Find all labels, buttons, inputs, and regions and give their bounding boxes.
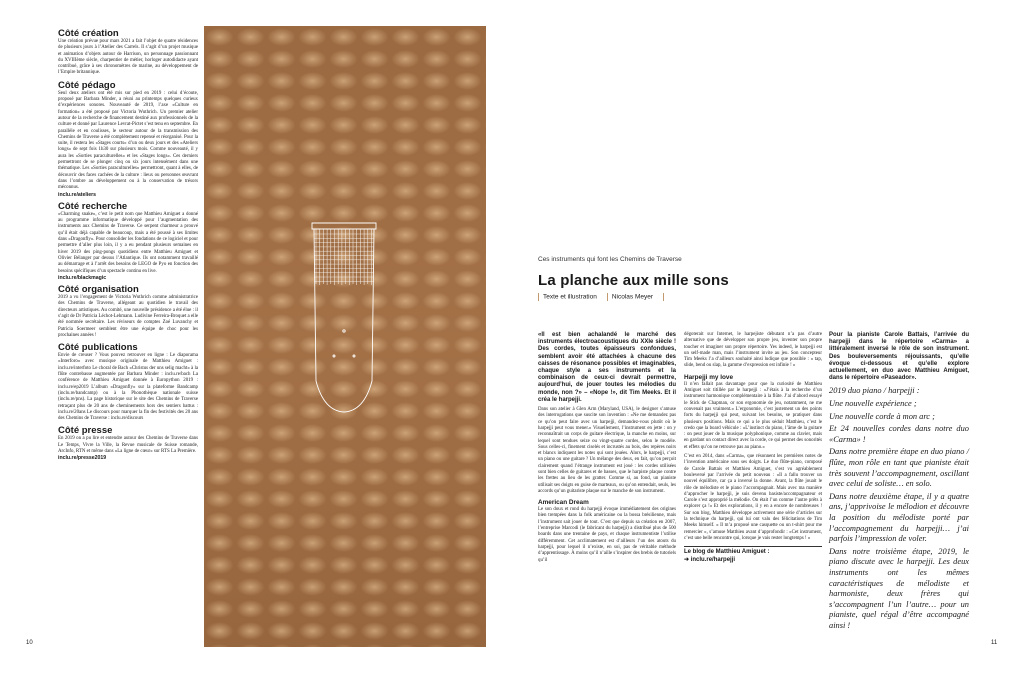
- folio-left: 10: [26, 640, 33, 646]
- section-link[interactable]: inclu.re/presse2019: [58, 455, 107, 462]
- article-column-2: [684, 332, 822, 564]
- blog-box: [684, 546, 822, 564]
- testimony-line: Dans notre première étape en duo piano / flûte, mon rôle en tant que pianiste était très souvent l’accompagnement, oscillant avec celui de soliste… en solo.: [829, 447, 969, 489]
- article-paragraph: Dans son atelier à Glen Arm (Maryland, USA), le designer s’amuse des interrogations que suscite son invention : «Ne me demandez pas ce qu’on peut faire avec un harpejji, demandez-vous plutôt où le harpejji peut vous mener.» Visuellement, l’instrument en jette : on y reconnaîtrait un corps de guitare électrique, la manche en moins, sur lequel sont tendues seize ou vingt-quatre cordes, selon le modèle. Sous celles-ci, finement ciselés et incrustés au bois, des repères noirs et blancs indiquent les notes qui sont jouées. Alors, le harpejji, c’est un piano ou une guitare ? Un mélange des deux, en fait, qu’on perçoit clairement quand l’étrange instrument est joué : les cordes utilisées sont bien celles de guitares et de basses, que le harpiste plaque contre les frettes au lieu de les gratter. Comme si, au fond, un pianiste utilisait ses doigts en guise de marteaux, ou qu’on entendait, seuls, les accords qu’un guitariste plaque sur le manche de son instrument.: [538, 407, 676, 494]
- kicker: Ces instruments qui font les Chemins de Traverse: [538, 256, 682, 263]
- testimony-line: Dans notre deuxième étape, il y a quatre ans, j’apprivoise le mélodion et découvre la position du mélodiste porté par l’accompagnement du harpejji… j’ai parfois l’impression de voler.: [829, 491, 969, 544]
- testimony-line: Une nouvelle corde à mon arc ;: [829, 411, 935, 421]
- section-body: «Charming snake», c’est le petit nom que Matthieu Amiguet a donné au programme informatique développé pour l’augmentation des instruments aux Chemins de Traverse. Ce serpent charmeur a prouvé qu’il était déjà capable de beaucoup, mais a été poussé à ses limites dans «Dragonfly». Pour consolider les fondations de ce logiciel et pour permettre d’aller plus loin, il y a eu pendant plusieurs semaines en hiver 2019 des ping-pongs quotidiens entre Matthieu Amiguet et Olivier Bélanger par dessus l’Atlantique. Ils ont notamment travaillé au démarrage et à l’arrêt des besoins de LEGO de Pyo en fonction des besoins spécifiques d’un spectacle continu en live.: [58, 211, 198, 274]
- section-heading: Côté pédago: [58, 79, 116, 91]
- column-intro: Pour la pianiste Carole Battais, l’arrivée du harpejji dans le répertoire «Carma» a littéralement inversé le rôle de son instrument. Des bouleversements réjouissants, qu’elle évoque ci-dessous et qu’elle explore actuellement, en duo avec Matthieu Amiguet, dans le répertoire «Paseador».: [829, 332, 969, 382]
- blog-label: Le blog de Matthieu Amiguet :: [684, 549, 770, 556]
- section-heading: Côté publications: [58, 342, 138, 354]
- article-paragraph: dégoterait sur Internet, le harpejiste débutant n’a pas d’autre alternative que de développer son propre jeu, inventer son propre toucher et imaginer son propre répertoire. Yes indeed, le harpejji est un self-made man, mais l’instrument invite au jeu. Son concepteur Tim Meeks l’a d’ailleurs souhaité ainsi ludique que possible : « tap, slide, bend ou slap, la gamme d’expression est infinie ! »: [684, 332, 822, 369]
- testimony: [829, 386, 969, 631]
- byline-author: Nicolas Meyer: [607, 293, 653, 301]
- subheading-american-dream: American Dream: [538, 499, 589, 507]
- article-paragraph: C’est en 2014, dans «Carma», que résonnent les premières notes de l’invention américaine sous ses doigts. Le duo flûte-piano, composé de Carole Battais et Matthieu Amiguet, s’est vu agréablement bouleversé par l’arrivée du petit nouveau : «Il a fallu trouver un nouvel équilibre, car ça a inversé la donne. Avant, la flûte jouait le rôle de mélodiste et le piano l’accompagnait. Mais avec ma manière d’approcher le harpejji, je suis devenu basiste/accompagnateur et Carole s’est approprié la mélodie. On était l’un comme l’autre prêts à explorer ça !» Et des explorations, il y en a encore de nombreuses ! Sur son blog, Matthieu développe activement une série d’articles sur la technique du harpejji, qui lui ont valu des félicitations de Tim Meeks himself. « Il m’a proposé une casquette ou un t-shirt pour me remercier », s’amuse Matthieu avant d’approfondir : «Cet instrument, c’est une belle rencontre qui, lorsque je vais rester longtemps ! »: [684, 454, 822, 541]
- byline-label: Texte et illustration: [538, 293, 597, 301]
- section-heading: Côté création: [58, 28, 119, 39]
- harpejji-photo: [204, 26, 486, 647]
- folio-right: 11: [991, 640, 998, 646]
- article-paragraph: Il n’en fallait pas davantage pour que la curiosité de Matthieu Amiguet soit titillée par le harpejji : «J’étais à la recherche d’un instrument harmonique complémentaire à la flûte. J’ai d’abord essayé le Stick de Chapman, or son ergonomie de jeu, notamment, ne me convenait pas vraiment.» L’ergonomie, c’est justement un des points forts du harpejji qui peut, suivant les besoins, se pratiquer dans plusieurs positions. Mais ce qui a le plus séduit Matthieu, c’est le credo que la board véhicule : «L’instinct du piano, l’âme de la guitare : on peut jouer de la musique polyphonique, comme au clavier, mais en gardant un contact direct avec la corde, ce qui permet des sonorités et effets qu’on ne retrouve pas au piano.»: [684, 381, 822, 450]
- testimony-line: Une nouvelle expérience ;: [829, 399, 917, 409]
- article-lead: «Il est bien achalandé le marché des instruments électroacoustiques du XXIe siècle ! Des cordes, toutes épaisseurs confondues, semblent avoir été attachées à chacune des caisses de résonance possibles et imaginables, chaque style a ses instruments et la combinaison de ceux-ci devrait permettre, aujourd’hui, de jouer toutes les mélodies du monde, non ?» – «Nope !», dit Tim Meeks. Et il créa le harpejji.: [538, 332, 676, 403]
- testimony-line: 2019 duo piano / harpejji :: [829, 386, 920, 396]
- blog-link[interactable]: ➜ inclu.re/harpejji: [684, 556, 736, 563]
- article-column-3: [829, 332, 969, 633]
- subheading-harpejji-my-love: Harpejji my love: [684, 373, 734, 381]
- section-body: 2019 a vu l’engagement de Victoria Wuthrich comme administratrice des Chemins de Traverse, allégeant au quotidien le travail des directeurs artistiques. Au comité, une nouvelle présidence a été élue : il s’agit de Dr Patricia Léchot-Lehmann. Ludivine Ferreira-Broquet a elle été nommée secrétaire. Les réviseurs de comptes Zoé Luvanchy et Patricia Soermeer semblent être une équipe de choc pour les prochaines années !: [58, 295, 199, 338]
- section-body: En 2019 on a pu lire et entendre autour des Chemins de Traverse dans Le Temps, Vivre la Ville, la Revue musicale de Suisse romande, ArcInfo, RTN et même dans «La ligne de cœur» sur RTS La Première.: [58, 436, 198, 455]
- harpejji-illustration: [204, 26, 486, 647]
- testimony-line: Dans notre troisième étape, 2019, le piano discute avec le harpejji. Les deux instruments ont les mêmes caractéristiques de mélodiste et harmoniste, deux frères qui s’accompagnent l’un l’autre… pour un pianiste, quel régal d’être accompagné ainsi !: [829, 546, 969, 630]
- section-body: Une création prévue pour mars 2021 a fait l’objet de quatre résidences de plusieurs jours à l’Atelier des Carrels. Il s’agit d’un projet musique et animation d’objets autour de Harrison, un personnage passionnant du XVIIIème siècle, charpentier de métier, horloger autodidacte ayant contribué, grâce à ses chronomètres de marine, au développement de l’Empire britannique.: [58, 39, 198, 76]
- section-heading: Côté presse: [58, 425, 113, 437]
- section-heading: Côté recherche: [58, 200, 128, 212]
- section-link[interactable]: inclu.re/blackmagic: [58, 274, 107, 281]
- byline-divider: [663, 293, 664, 301]
- testimony-line: Et 24 nouvelles cordes dans notre duo «Carma» !: [829, 424, 969, 444]
- section-link[interactable]: inclu.re/ateliers: [58, 191, 97, 198]
- byline: [538, 293, 668, 301]
- section-body: Envie de creuser ? Vous pouvez retrouver en ligne : Le diaporama «Interforo» avec musique originale de Matthieu Amiguet : inclu.re/interfoto Le choral de Bach «Christus der uns selig macht» à la flûte contrebasse augmentée par Barbara Minder : inclu.re/bach La conférence de Matthieu Amiguet donnée à Europython 2019 : inclu.re/ep2019 L’album «Dragonfly» sur la plateforme Bandcamp (inclu.re/bandcamp) ou à la Phonothèque nationale suisse (inclu.re/pns). La page historique sur le site des Chemins de Traverse retraçant plus de 20 ans de cheminements hors des sentiers battus : inclu.re/20ans Le discours pour marquer la fin des festivités des 20 ans des Chemins de Traverse : inclu.re/discours: [58, 353, 198, 422]
- article-paragraph: Le son doux et rond du harpejji évoque immédiatement des origines bien trempées dans la folk américaine ou la bossa brésilienne, mais l’instrument sait jouer de tout. C’est que depuis sa création en 2007, l’entreprise Marcodi (le fabricant du harpejji) a distribué plus de 500 boards dans une trentaine de pays, et chaque instrumentiste l’utilise différemment. Cet acclimatement est d’ailleurs l’un des atouts du harpejji, pour lequel il n’existe, en soi, pas de véritable méthode d’apprentissage. À moins qu’il n’aille s’inspirer des brebis de tutoriels qu’il: [538, 507, 676, 563]
- article-column-1: [538, 332, 676, 567]
- side-column: [58, 28, 198, 462]
- link-icon: ➜: [684, 556, 690, 563]
- section-body: Seul deux ateliers ont été mis sur pied en 2019 : celui d’écoute, proposé par Barbara Minder, a réuni au printemps quelques curieux d’expériences sonores. Nouveauté de 2019, l’axe «Culture en formation» a été proposé par Victoria Wuthrich. Un premier atelier autour de la recherche de financement destiné aux professionnels de la culture et donné par Laurence Levrat-Pictet s’est tenu en septembre. En parallèle et en coulisses, le secteur autour de la transmission des Chemins de Traverse a été complètement repensé et réorganisé. Pour la suite, il restera les «Stages courts» d’un ou deux jours et des «Ateliers longs» de sept fois 1h30 sur plusieurs mois. Comme nouveauté, il y aura les «Sorties paraculturelles» et les «Stages longs». Ces derniers permettront de se plonger cinq ou six jours intensément dans une thématique. Les «Sorties paraculturelles» permettront, quant à elles, de découvrir des faces cachées de la culture : lieux ou personnes œuvrant dans l’ombre au développement ou à la conservation de trésors méconnus.: [58, 90, 199, 191]
- article-title: La planche aux mille sons: [538, 272, 729, 289]
- section-heading: Côté organisation: [58, 284, 139, 296]
